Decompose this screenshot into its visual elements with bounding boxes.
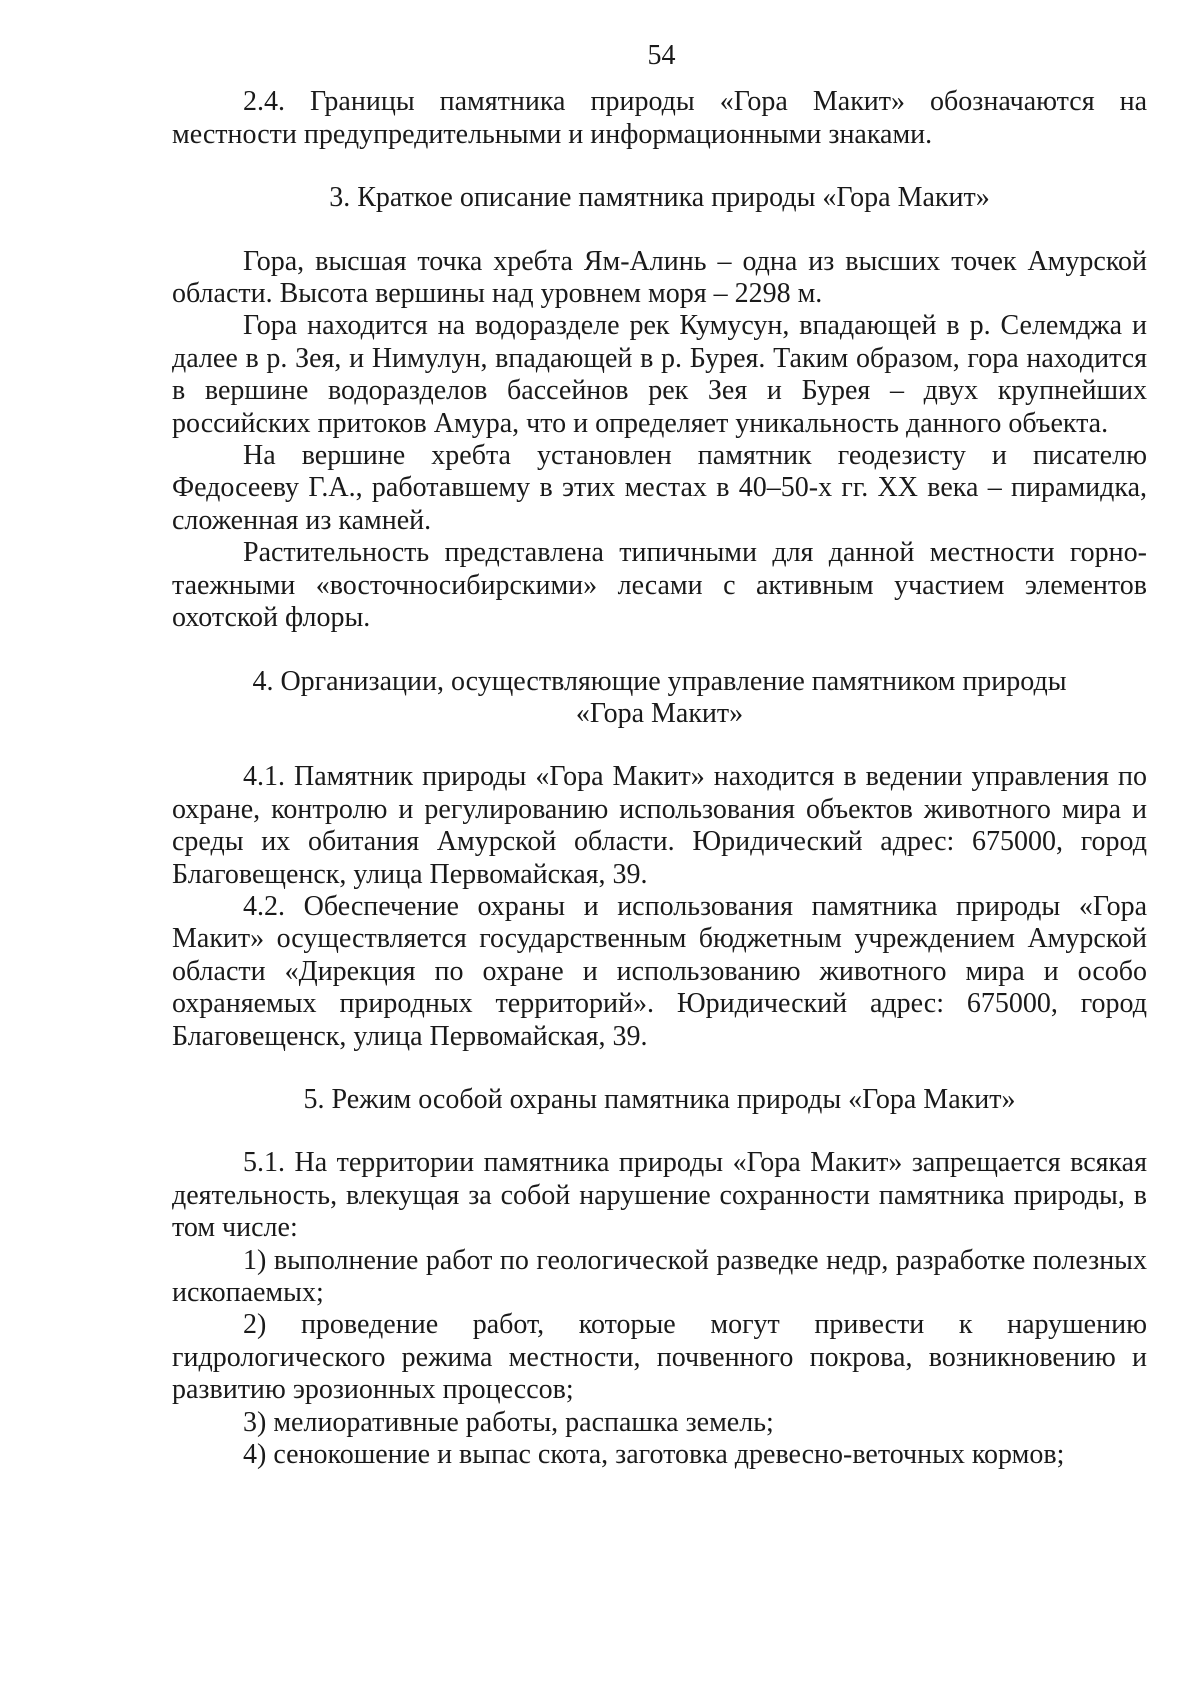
section-4-heading	[172, 666, 1147, 731]
section-5-heading: 5. Режим особой охраны памятника природы «Гора Макит»	[303, 1083, 1016, 1115]
list-item: 2) проведение работ, которые могут привести к нарушению гидрологического режима местности, почвенного покрова, возникновению и развитию эрозионных процессов;	[172, 1309, 1147, 1406]
list-item: 3) мелиоративные работы, распашка земель;	[243, 1406, 774, 1438]
paragraph-4-1: 4.1. Памятник природы «Гора Макит» находится в ведении управления по охране, контролю и регулированию использования объектов животного мира и среды их обитания Амурской области. Юридический адрес: 675000, город Благовещенск, улица Первомайская, 39.	[172, 761, 1147, 890]
section-3-paragraph: На вершине хребта установлен памятник геодезисту и писателю Федосееву Г.А., работавшему в этих местах в 40–50-х гг. XX века – пирамидка, сложенная из камней.	[172, 440, 1147, 536]
section-4-heading-line2: «Гора Макит»	[575, 697, 744, 729]
paragraph-2-4: 2.4. Границы памятника природы «Гора Макит» обозначаются на местности предупредительными и информационными знаками.	[172, 86, 1147, 150]
paragraph-4-2: 4.2. Обеспечение охраны и использования памятника природы «Гора Макит» осуществляется государственным бюджетным учреждением Амурской области «Дирекция по охране и использованию животного мира и особо охраняемых природных территорий». Юридический адрес: 675000, город Благовещенск, улица Первомайская, 39.	[172, 890, 1147, 1052]
paragraph-5-1: 5.1. На территории памятника природы «Гора Макит» запрещается всякая деятельность, влекущая за собой нарушение сохранности памятника природы, в том числе:	[172, 1147, 1147, 1244]
section-3-paragraph: Растительность представлена типичными для данной местности горно-таежными «восточносибирскими» лесами с активным участием элементов охотской флоры.	[172, 537, 1147, 634]
section-3-heading: 3. Краткое описание памятника природы «Гора Макит»	[329, 182, 990, 214]
section-5-body	[172, 1147, 1147, 1471]
page-number: 54	[647, 40, 676, 71]
section-3-body	[172, 246, 1147, 635]
list-item: 4) сенокошение и выпас скота, заготовка древесно-веточных кормов;	[243, 1439, 1065, 1471]
section-4-heading-line1: 4. Организации, осуществляющие управление памятником природы	[252, 665, 1067, 697]
section-3-paragraph: Гора находится на водоразделе рек Кумусун, впадающей в р. Селемджа и далее в р. Зея, и Нимулун, впадающей в р. Бурея. Таким образом, гора находится в вершине водоразделов бассейнов рек Зея и Бурея – двух крупнейших российских притоков Амура, что и определяет уникальность данного объекта.	[172, 310, 1147, 439]
document-page	[172, 40, 1147, 1471]
list-item: 1) выполнение работ по геологической разведке недр, разработке полезных ископаемых;	[172, 1244, 1147, 1308]
section-3-paragraph: Гора, высшая точка хребта Ям-Алинь – одна из высших точек Амурской области. Высота вершины над уровнем моря – 2298 м.	[172, 245, 1147, 310]
section-4-body	[172, 761, 1147, 1053]
